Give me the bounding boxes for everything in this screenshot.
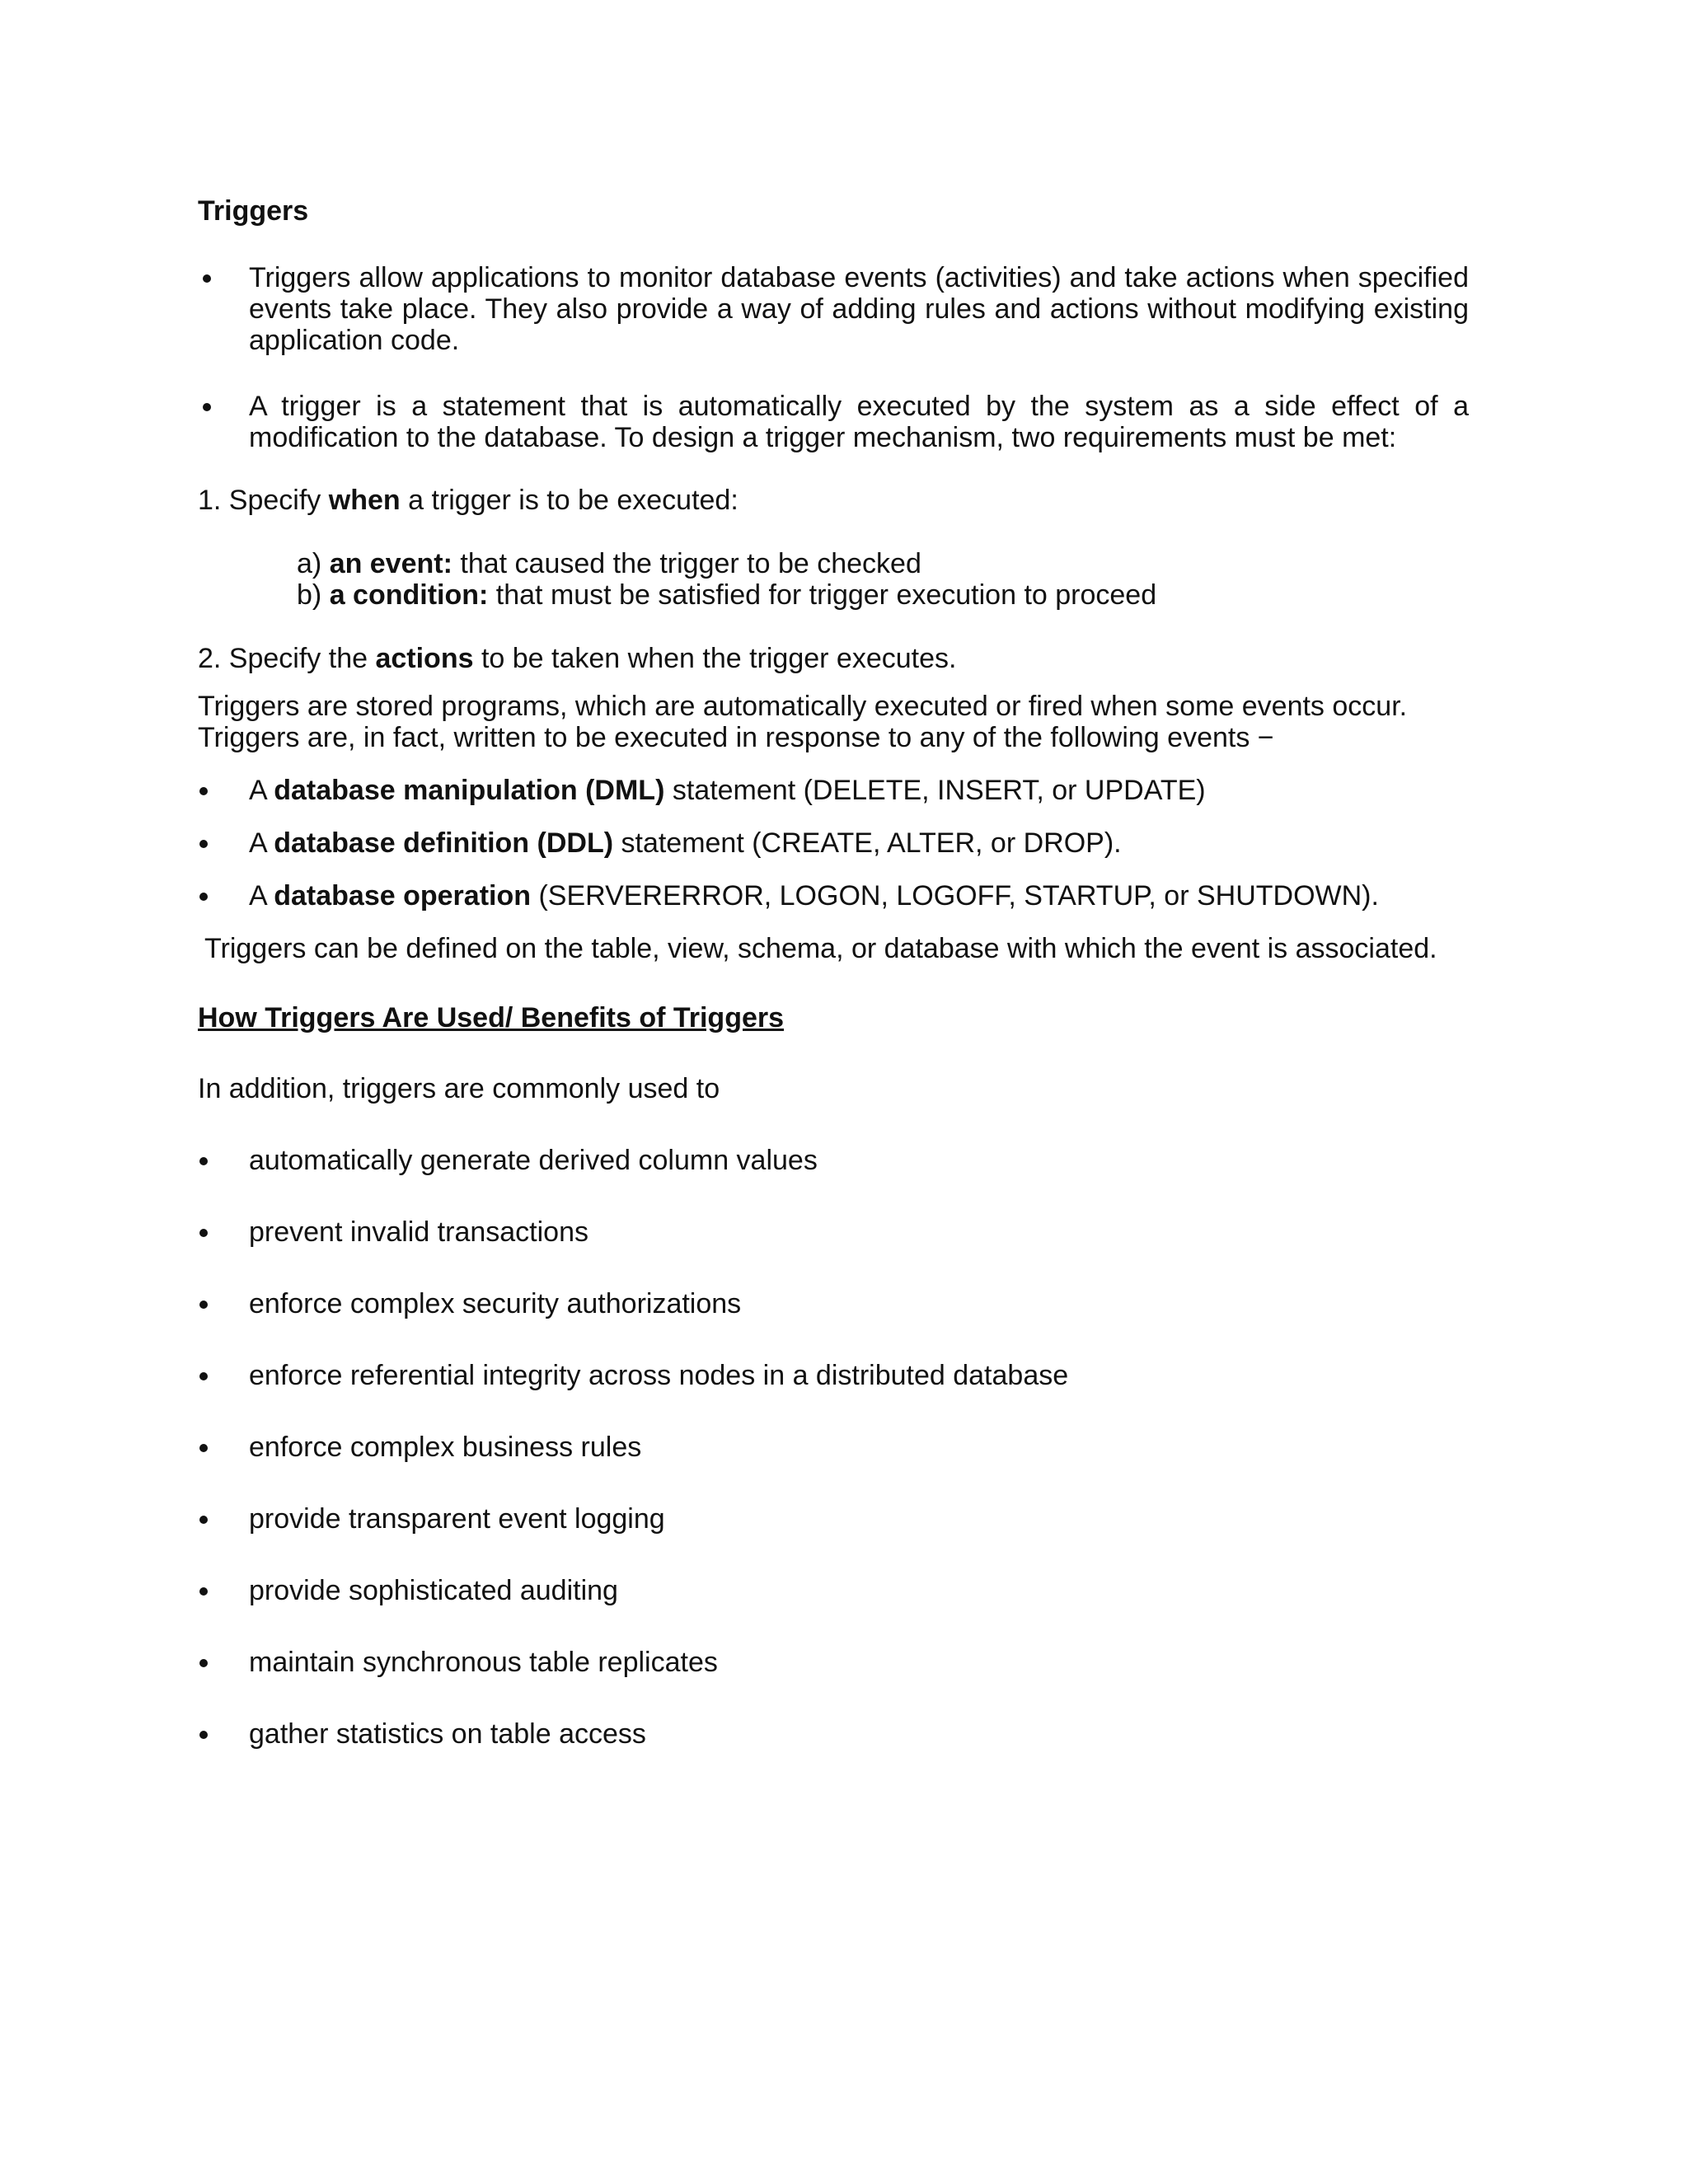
item-marker: b)	[297, 579, 330, 611]
use-item-text: provide transparent event logging	[249, 1503, 665, 1535]
item-bold: an event:	[329, 548, 452, 579]
bullet-icon	[199, 1301, 208, 1309]
requirement-1	[198, 485, 738, 516]
event-item-prefix: A	[249, 775, 274, 806]
use-item-text: enforce complex business rules	[249, 1432, 642, 1463]
uses-intro: In addition, triggers are commonly used to	[198, 1073, 720, 1104]
bullet-icon	[199, 1229, 208, 1237]
requirement-1-bold: when	[328, 485, 401, 516]
event-item-bold: database definition (DDL)	[274, 827, 614, 859]
event-item-text: statement (DELETE, INSERT, or UPDATE)	[664, 775, 1206, 806]
bullet-icon	[199, 840, 208, 848]
event-item-bold: database operation	[274, 880, 531, 912]
defined-on-paragraph: Triggers can be defined on the table, view, schema, or database with which the event is associated.	[204, 933, 1437, 964]
event-item-prefix: A	[249, 827, 274, 859]
event-item-text: statement (CREATE, ALTER, or DROP).	[613, 827, 1122, 859]
section-heading: How Triggers Are Used/ Benefits of Triggers	[198, 1002, 785, 1033]
requirement-2-suffix: to be taken when the trigger executes.	[473, 643, 957, 674]
use-item	[249, 1647, 718, 1678]
bullet-icon	[199, 1659, 208, 1667]
use-item-text: enforce complex security authorizations	[249, 1288, 742, 1319]
requirement-1-prefix: 1. Specify	[198, 485, 329, 516]
event-item-operation	[249, 880, 1379, 912]
bullet-icon	[199, 1157, 208, 1165]
use-item-text: gather statistics on table access	[249, 1718, 646, 1750]
use-item	[249, 1216, 588, 1248]
event-item-bold: database manipulation (DML)	[274, 775, 665, 806]
intro-bullet-1-text: Triggers allow applications to monitor database events (activities) and take actions when specified events take place. They also provide a way of adding rules and actions without modifying existing application code.	[249, 262, 1469, 356]
bullet-icon	[199, 787, 208, 795]
requirement-1-suffix: a trigger is to be executed:	[400, 485, 738, 516]
use-item-text: maintain synchronous table replicates	[249, 1647, 718, 1678]
item-text: that caused the trigger to be checked	[452, 548, 921, 579]
event-item-text: (SERVERERROR, LOGON, LOGOFF, STARTUP, or SHUTDOWN).	[531, 880, 1379, 912]
event-item-prefix: A	[249, 880, 274, 912]
use-item	[249, 1503, 665, 1535]
intro-bullet-2	[199, 391, 1469, 457]
intro-bullet-1	[199, 262, 1469, 361]
use-item	[249, 1432, 641, 1463]
use-item	[249, 1575, 618, 1606]
use-item	[249, 1718, 646, 1750]
use-item	[249, 1360, 1068, 1391]
use-item-text: prevent invalid transactions	[249, 1216, 589, 1248]
event-item-ddl	[249, 827, 1122, 859]
requirement-2-bold: actions	[375, 643, 474, 674]
bullet-icon	[199, 1372, 208, 1380]
document-title: Triggers	[198, 195, 309, 227]
bullet-icon	[199, 1516, 208, 1524]
item-text: that must be satisfied for trigger execution to proceed	[488, 579, 1157, 611]
use-item-text: enforce referential integrity across nodes in a distributed database	[249, 1360, 1069, 1391]
use-item-text: provide sophisticated auditing	[249, 1575, 618, 1606]
bullet-icon	[199, 893, 208, 901]
requirement-2	[198, 643, 956, 674]
requirement-2-prefix: 2. Specify the	[198, 643, 376, 674]
item-bold: a condition:	[329, 579, 489, 611]
use-item	[249, 1145, 818, 1176]
use-item-text: automatically generate derived column values	[249, 1145, 818, 1176]
bullet-icon	[199, 1444, 208, 1452]
stored-programs-paragraph: Triggers are stored programs, which are automatically executed or fired when some events occur. Triggers are, in fact, written to be executed in response to any of the following events −	[198, 691, 1408, 753]
item-marker: a)	[297, 548, 330, 579]
bullet-icon	[199, 1731, 208, 1739]
intro-bullet-2-text: A trigger is a statement that is automatically executed by the system as a side effect of a modification to the database. To design a trigger mechanism, two requirements must be met:	[249, 391, 1469, 453]
requirement-1-item-a	[297, 548, 921, 579]
use-item	[249, 1288, 741, 1319]
bullet-icon	[199, 1587, 208, 1596]
event-item-dml	[249, 775, 1206, 806]
requirement-1-item-b	[297, 579, 1156, 611]
